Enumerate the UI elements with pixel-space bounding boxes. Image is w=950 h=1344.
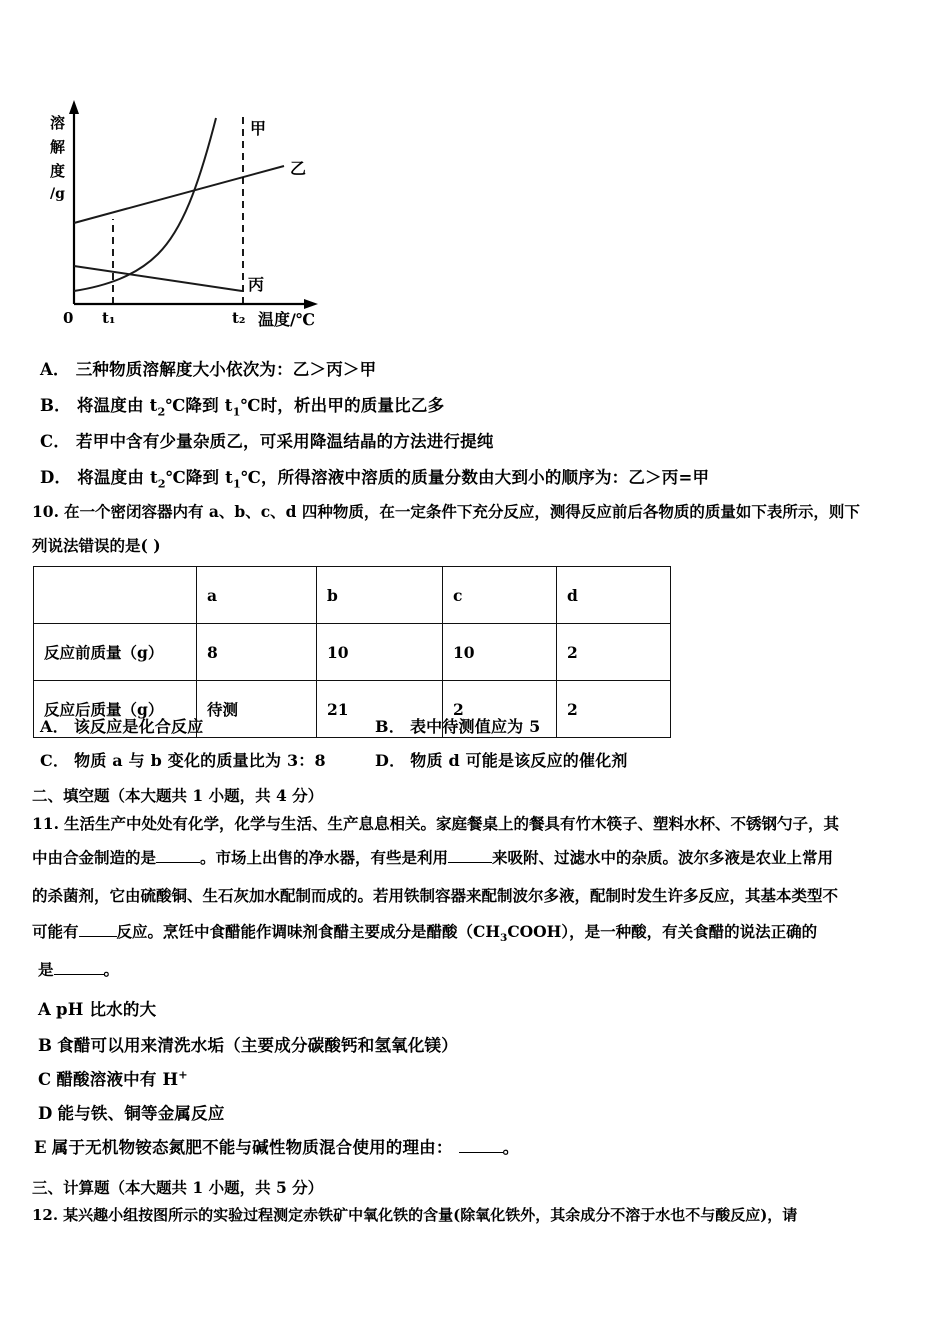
q10-option-d (375, 748, 628, 771)
q11-line5-part-a: 是 (38, 960, 54, 979)
q9-option-c-text: 若甲中含有少量杂质乙，可采用降温结晶的方法进行提纯 (76, 432, 494, 451)
q11-line2-part-b: 。市场上出售的净水器，有些是利用 (200, 848, 449, 867)
q10-stem-line1-text: 在一个密闭容器内有 a、b、c、d 四种物质，在一定条件下充分反应，测得反应前后各物质的质量如下表所示，则下 (63, 502, 860, 521)
curve-label-jia: 甲 (250, 119, 267, 138)
table-cell-row1-label: 反应后质量（g） (34, 681, 197, 738)
table-cell-row1-b: 21 (317, 681, 443, 738)
curve-bing (74, 266, 242, 291)
q11-line2-part-a: 中由合金制造的是 (32, 848, 157, 867)
q11-choice-b-key: B (38, 1036, 53, 1055)
solubility-curve-svg (36, 88, 346, 328)
table-cell-row1-a: 待测 (197, 681, 317, 738)
q9-option-d-p0: 将温度由 t (77, 468, 158, 487)
q11-choice-c (38, 1066, 188, 1090)
q11-choice-d (38, 1100, 225, 1124)
table-cell-header-d: d (557, 567, 671, 624)
table-cell-header-a: a (197, 567, 317, 624)
q9-option-b-sub0: 2 (157, 404, 166, 419)
q9-option-d (40, 464, 709, 490)
q12-number: 12. (32, 1206, 59, 1224)
origin-label: 0 (63, 309, 74, 327)
q9-option-d-key: D． (40, 468, 72, 487)
table-cell-header-b: b (317, 567, 443, 624)
table-cell-header-c: c (443, 567, 557, 624)
q9-option-d-p2: ℃降到 t (165, 468, 233, 487)
q9-option-a-text: 三种物质溶解度大小依次为：乙＞丙＞甲 (75, 360, 377, 379)
table-cell-row0-b: 10 (317, 624, 443, 681)
q10-option-d-text: 物质 d 可能是该反应的催化剂 (410, 751, 628, 770)
y-axis-arrow (69, 100, 79, 114)
q10-number: 10. (32, 502, 59, 521)
q9-option-b-sub1: 1 (232, 404, 241, 419)
q10-option-a-text: 该反应是化合反应 (73, 717, 204, 736)
q10-option-b-text: 表中待测值应为 5 (409, 717, 541, 736)
q9-option-b (40, 392, 444, 418)
table-row-header (34, 567, 671, 624)
x-axis-label: 温度/℃ (258, 310, 316, 328)
x-axis-arrow (304, 299, 318, 309)
q9-option-c-key: C． (40, 432, 71, 451)
q11-line4-part-a: 可能有 (32, 922, 79, 941)
q10-option-c-key: C． (40, 751, 70, 770)
q12-stem-line1 (32, 1204, 797, 1225)
q11-choice-d-text: 能与铁、铜等金属反应 (57, 1104, 225, 1123)
y-axis-label-char-1: 解 (50, 138, 66, 156)
q11-blank-5[interactable] (459, 1152, 503, 1153)
q11-line4-part-c: COOH），是一种酸，有关食醋的说法正确的 (507, 922, 818, 941)
q9-option-b-p2: ℃降到 t (165, 396, 233, 415)
q9-option-d-sub1: 1 (232, 476, 241, 491)
q10-stem-line2: 列说法错误的是( ) (32, 536, 161, 555)
q10-option-c-text: 物质 a 与 b 变化的质量比为 3：8 (74, 751, 326, 770)
table-cell-row0-d: 2 (557, 624, 671, 681)
curve-yi (74, 166, 284, 223)
table-cell-row0-a: 8 (197, 624, 317, 681)
curve-label-yi: 乙 (290, 159, 307, 178)
solubility-curve-figure (36, 88, 346, 328)
q11-choice-a (38, 996, 156, 1020)
table-cell-row0-label: 反应前质量（g） (34, 624, 197, 681)
q11-blank-1[interactable] (156, 862, 200, 863)
q11-blank-2[interactable] (448, 862, 492, 863)
q11-choice-b (38, 1032, 458, 1056)
q9-option-d-sub0: 2 (157, 476, 166, 491)
q11-stem-line3: 的杀菌剂，它由硫酸铜、生石灰加水配制而成的。若用铁制容器来配制波尔多液，配制时发生许多反应，其基本类型不 (32, 886, 839, 905)
q11-choice-d-key: D (38, 1104, 53, 1123)
q11-choice-e-text-a: 属于无机物铵态氮肥不能与碱性物质混合使用的理由： (51, 1138, 453, 1157)
q11-choice-c-text: 醋酸溶液中有 H (56, 1070, 179, 1089)
q11-stem-line1 (32, 812, 839, 834)
q9-option-b-p4: ℃时，析出甲的质量比乙多 (240, 396, 445, 415)
q11-choice-c-key: C (38, 1070, 52, 1089)
q11-line4-part-b: 反应。烹饪中食醋能作调味剂食醋主要成分是醋酸（CH (116, 922, 500, 941)
q9-option-a (40, 356, 376, 380)
q11-line5-part-b: 。 (103, 960, 120, 979)
mass-change-table (33, 566, 671, 738)
q11-choice-c-sup: + (178, 1067, 188, 1082)
q11-line2-part-c: 来吸附、过滤水中的杂质。波尔多液是农业上常用 (492, 848, 834, 867)
q12-stem-line1-text: 某兴趣小组按图所示的实验过程测定赤铁矿中氧化铁的含量(除氧化铁外，其余成分不溶于水也不与酸反应)，请 (63, 1206, 798, 1224)
q11-line4-sub: 3 (500, 932, 508, 945)
tick-label-t1: t₁ (102, 309, 116, 327)
q9-option-c (40, 428, 494, 452)
section3-heading: 三、计算题（本大题共 1 小题，共 5 分） (32, 1178, 324, 1197)
q10-option-a (40, 714, 203, 737)
q11-blank-4[interactable] (54, 974, 104, 975)
q11-stem-line2 (32, 846, 833, 868)
q11-choice-e-key: E (34, 1138, 47, 1157)
q11-choice-a-text: pH 比水的大 (56, 1000, 157, 1019)
table-cell-row1-c: 2 (443, 681, 557, 738)
q9-option-a-key: A． (40, 360, 70, 379)
table-cell-header-0 (34, 567, 197, 624)
q10-option-c (40, 748, 326, 771)
q10-option-d-key: D． (375, 751, 406, 770)
y-axis-label-char-0: 溶 (50, 114, 66, 132)
q10-option-a-key: A． (40, 717, 69, 736)
q9-option-b-p0: 将温度由 t (76, 396, 158, 415)
q11-stem-line4 (32, 920, 817, 944)
q11-choice-a-key: A (38, 1000, 52, 1019)
y-axis-label-char-3: /g (50, 186, 65, 202)
q11-choice-e-text-b: 。 (502, 1138, 520, 1157)
q10-stem-line1 (32, 500, 860, 522)
q11-stem-line1-text: 生活生产中处处有化学，化学与生活、生产息息相关。家庭餐桌上的餐具有竹木筷子、塑料水杯、不锈钢勺子，其 (63, 814, 839, 833)
table-row (34, 624, 671, 681)
q11-choice-e (34, 1134, 519, 1158)
q10-option-b-key: B． (375, 717, 405, 736)
curve-label-bing: 丙 (248, 275, 265, 294)
table-cell-row1-d: 2 (557, 681, 671, 738)
q11-number: 11. (32, 814, 59, 833)
q11-stem-line5 (38, 958, 119, 980)
y-axis-label-char-2: 度 (50, 162, 66, 180)
section2-heading: 二、填空题（本大题共 1 小题，共 4 分） (32, 786, 324, 805)
tick-label-t2: t₂ (232, 309, 246, 327)
q9-option-b-key: B． (40, 396, 71, 415)
q10-option-b (375, 714, 540, 737)
q11-choice-b-text: 食醋可以用来清洗水垢（主要成分碳酸钙和氢氧化镁） (57, 1036, 458, 1055)
table-cell-row0-c: 10 (443, 624, 557, 681)
q11-blank-3[interactable] (79, 936, 117, 937)
q9-option-d-p4: ℃，所得溶液中溶质的质量分数由大到小的顺序为：乙＞丙=甲 (240, 468, 710, 487)
